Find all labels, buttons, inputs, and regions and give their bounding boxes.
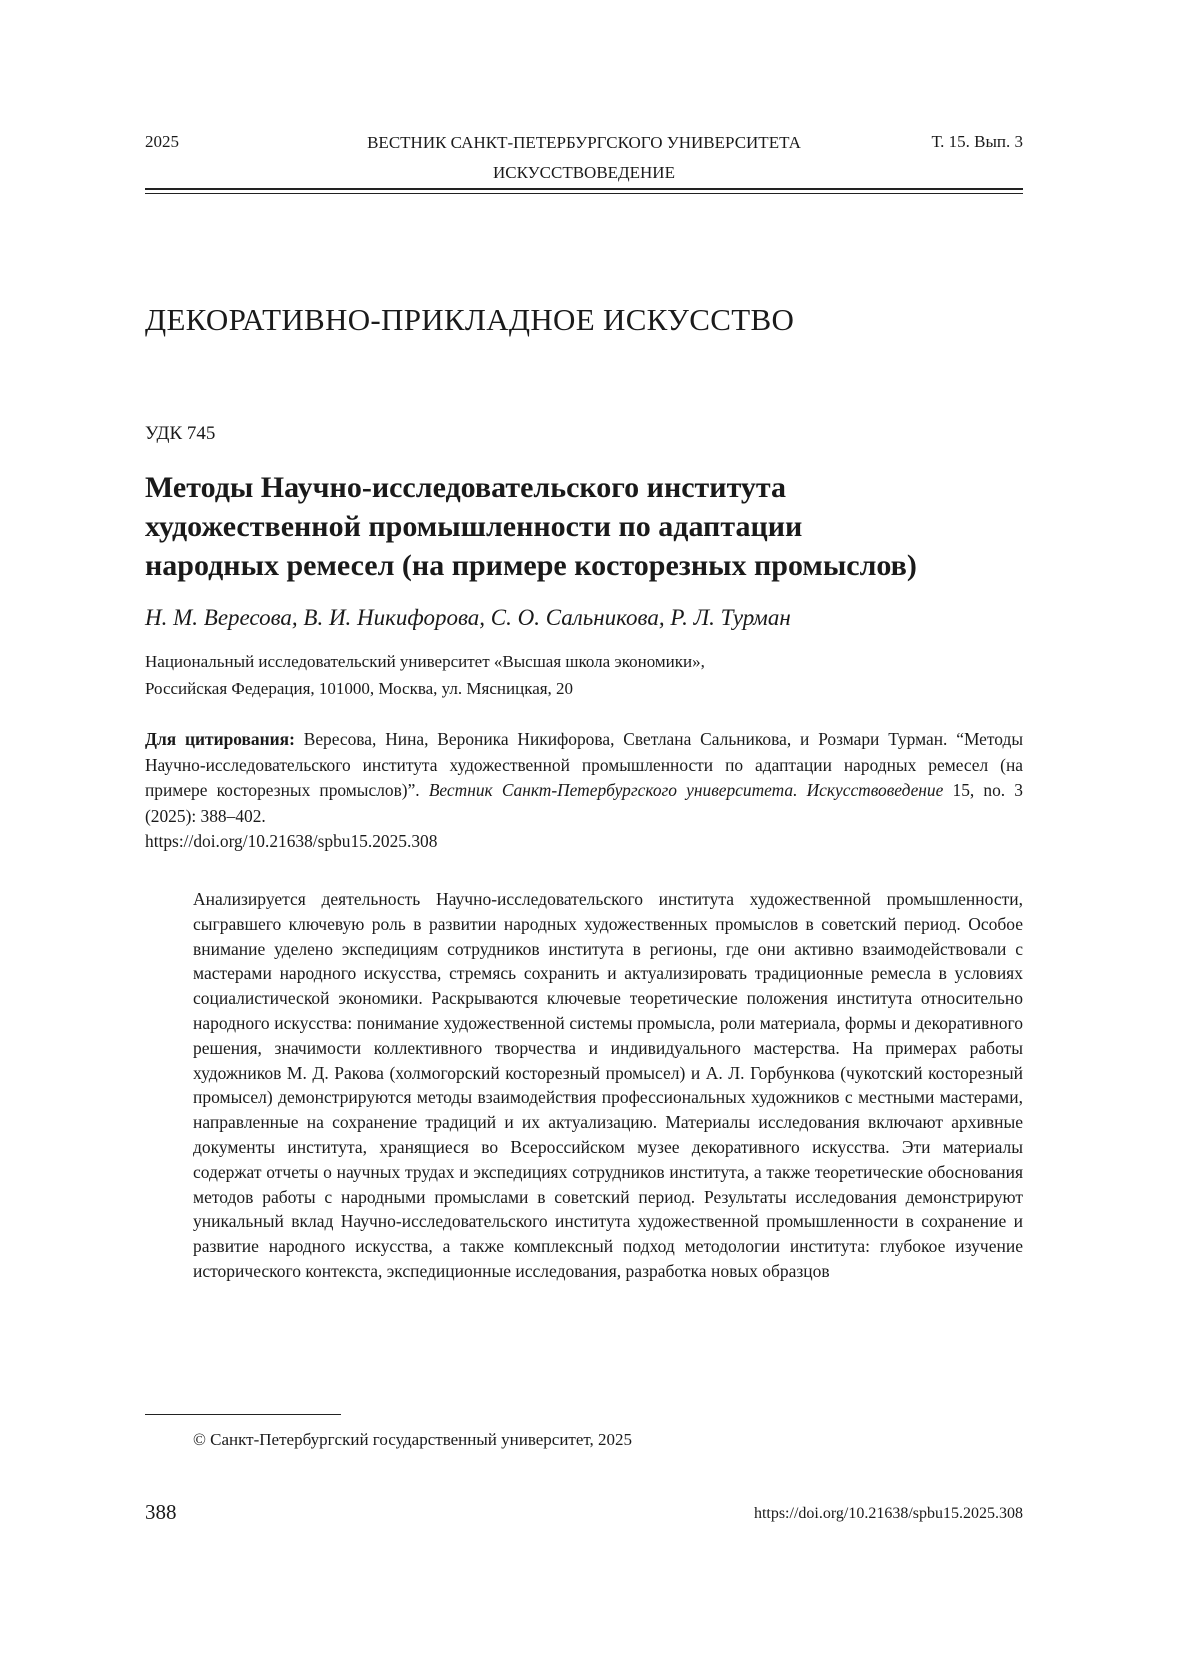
header-volume: Т. 15. Вып. 3 [931, 132, 1023, 151]
header-journal-line2: ИСКУССТВОВЕДЕНИЕ [493, 163, 675, 182]
running-head [145, 132, 1023, 192]
affiliation [145, 648, 705, 702]
article-title-line-3: народных ремесел (на примере косторезных промыслов) [145, 549, 917, 582]
citation-doi-link[interactable]: https://doi.org/10.21638/spbu15.2025.308 [145, 831, 438, 851]
authors: Н. М. Вересова, В. И. Никифорова, С. О. Сальникова, Р. Л. Турман [145, 605, 791, 630]
header-year: 2025 [145, 132, 179, 151]
citation-text-1: Вересова, Нина, Вероника Никифорова, Светлана Сальникова, и Розмари Турман. “Методы Научно-исследовательского института художественной промышленности по адаптации народных ремесел (на примере косторезных промыслов)”. [145, 729, 1023, 800]
affiliation-line-1: Национальный исследовательский университет «Высшая школа экономики», [145, 652, 705, 671]
section-title: ДЕКОРАТИВНО-ПРИКЛАДНОЕ ИСКУССТВО [145, 302, 795, 337]
header-rule-thick [145, 188, 1023, 190]
footer-doi-link[interactable]: https://doi.org/10.21638/spbu15.2025.308 [753, 1505, 1023, 1522]
citation-block [145, 727, 1023, 855]
abstract: Анализируется деятельность Научно-исследовательского института художественной промышленности, сыгравшего ключевую роль в развитии народных художественных промыслов в советский период. Особое внимание уделено экспедициям сотрудников института в регионы, где они активно взаимодействовали с мастерами народного искусства, стремясь сохранить и актуализировать традиционные ремесла в условиях социалистической экономики. Раскрываются ключевые теоретические положения института относительно народного искусства: понимание художественной системы промысла, роли материала, формы и декоративного решения, значимости коллективного творчества и индивидуального мастерства. На примерах работы художников М. Д. Ракова (холмогорский косторезный промысел) и А. Л. Горбункова (чукотский косторезный промысел) демонстрируются методы взаимодействия профессиональных художников с местными мастерами, направленные на сохранение традиций и их актуализацию. Материалы исследования включают архивные документы института, хранящиеся во Всероссийском музее декоративного искусства. Эти материалы содержат отчеты о научных трудах и экспедициях сотрудников института, а также теоретические обоснования методов работы с народными промыслами в советский период. Результаты исследования демонстрируют уникальный вклад Научно-исследовательского института художественной промышленности в сохранение и развитие народного искусства, а также комплексный подход методологии института: глубокое изучение исторического контекста, экспедиционные исследования, разработка новых образцов [193, 889, 1023, 1281]
footnote-rule [145, 1414, 341, 1415]
article-title-line-1: Методы Научно-исследовательского института [145, 471, 787, 504]
citation-text-2: 15, no. 3 (2025): 388–402. [145, 780, 1023, 826]
citation-label: Для цитирования: [145, 729, 295, 749]
udk-code: УДК 745 [145, 423, 216, 444]
header-journal-line1: ВЕСТНИК САНКТ-ПЕТЕРБУРГСКОГО УНИВЕРСИТЕТА [367, 133, 801, 152]
header-rule-thin [145, 193, 1023, 194]
citation-journal: Вестник Санкт-Петербургского университета. Искусствоведение [428, 780, 944, 800]
article-title-line-2: художественной промышленности по адаптации [145, 510, 803, 543]
affiliation-line-2: Российская Федерация, 101000, Москва, ул. Мясницкая, 20 [145, 679, 574, 698]
article-title [145, 468, 1025, 585]
copyright-footnote: © Санкт-Петербургский государственный университет, 2025 [193, 1430, 633, 1449]
header-journal [145, 128, 1023, 188]
page-number: 388 [145, 1500, 177, 1524]
